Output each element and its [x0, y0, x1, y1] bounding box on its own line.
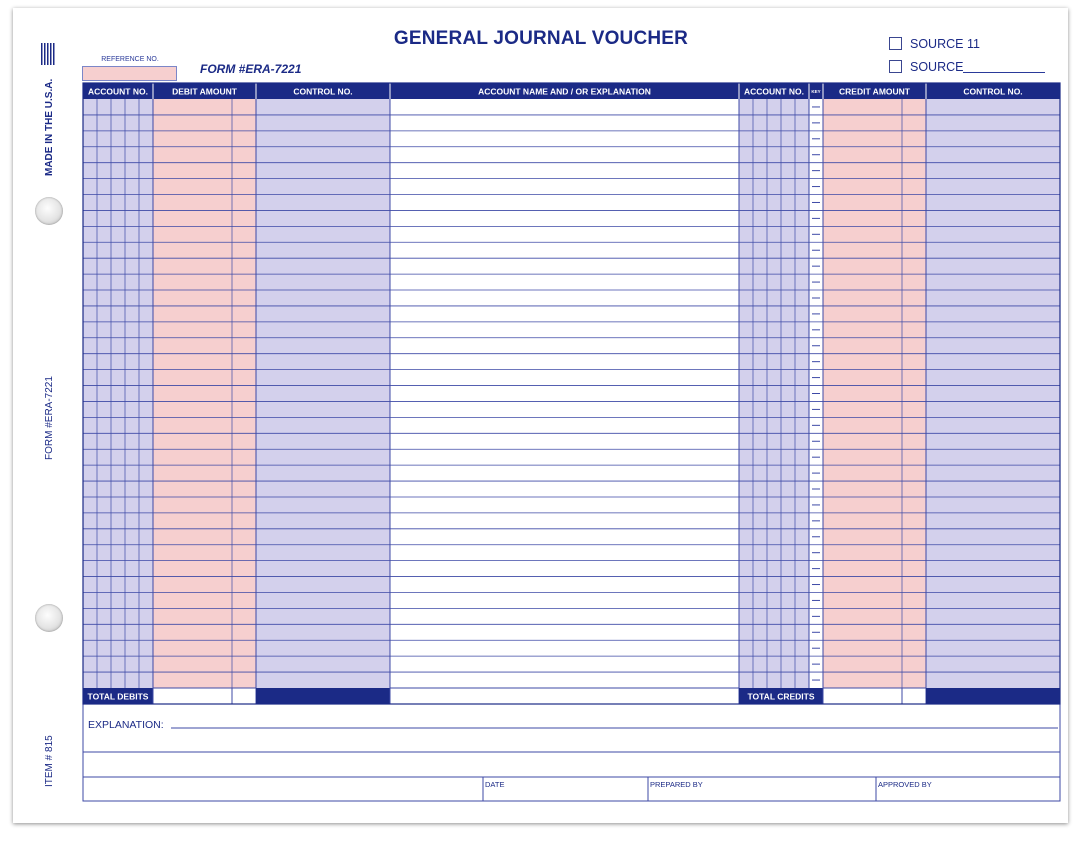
- date-field[interactable]: [483, 777, 648, 801]
- source-11-label: SOURCE 11: [910, 37, 980, 51]
- side-item-number: ITEM # 815: [44, 735, 55, 787]
- total-blank-cell: [390, 688, 739, 704]
- total-credits-field[interactable]: [823, 688, 926, 704]
- source-label: SOURCE: [910, 60, 964, 74]
- control-no-left-column[interactable]: [256, 99, 390, 688]
- total-credits-label: TOTAL CREDITS: [747, 691, 815, 702]
- form-title: GENERAL JOURNAL VOUCHER: [393, 28, 689, 49]
- approved-by-label: APPROVED BY: [878, 780, 932, 789]
- account-no-left-column[interactable]: [83, 99, 153, 688]
- header-account-name: ACCOUNT NAME AND / OR EXPLANATION: [478, 86, 651, 97]
- header-debit-amount: DEBIT AMOUNT: [172, 86, 237, 97]
- prepared-by-label: PREPARED BY: [650, 780, 703, 789]
- header-credit-amount: CREDIT AMOUNT: [839, 86, 910, 97]
- total-control-right-block: [926, 688, 1060, 704]
- header-account-no-left: ACCOUNT NO.: [88, 86, 148, 97]
- total-debits-field[interactable]: [153, 688, 256, 704]
- account-no-right-column[interactable]: [739, 99, 809, 688]
- approved-by-field[interactable]: [876, 777, 1060, 801]
- credit-amount-column[interactable]: [823, 99, 926, 688]
- header-key: KEY: [811, 89, 821, 94]
- reference-label: REFERENCE NO.: [101, 56, 159, 63]
- form-number: FORM #ERA-7221: [200, 62, 302, 76]
- header-account-no-right: ACCOUNT NO.: [744, 86, 804, 97]
- prepared-by-field[interactable]: [648, 777, 876, 801]
- total-control-left-block: [256, 688, 390, 704]
- total-debits-label: TOTAL DEBITS: [87, 691, 149, 702]
- account-name-column[interactable]: [390, 99, 739, 688]
- header-control-no-right: CONTROL NO.: [963, 86, 1023, 97]
- debit-amount-column[interactable]: [153, 99, 256, 688]
- made-in-usa-text: MADE IN THE U.S.A.: [44, 78, 55, 176]
- header-control-no-left: CONTROL NO.: [293, 86, 353, 97]
- side-form-number: FORM #ERA-7221: [44, 376, 55, 460]
- date-label: DATE: [485, 780, 505, 789]
- explanation-label: EXPLANATION:: [88, 719, 164, 731]
- control-no-right-column[interactable]: [926, 99, 1060, 688]
